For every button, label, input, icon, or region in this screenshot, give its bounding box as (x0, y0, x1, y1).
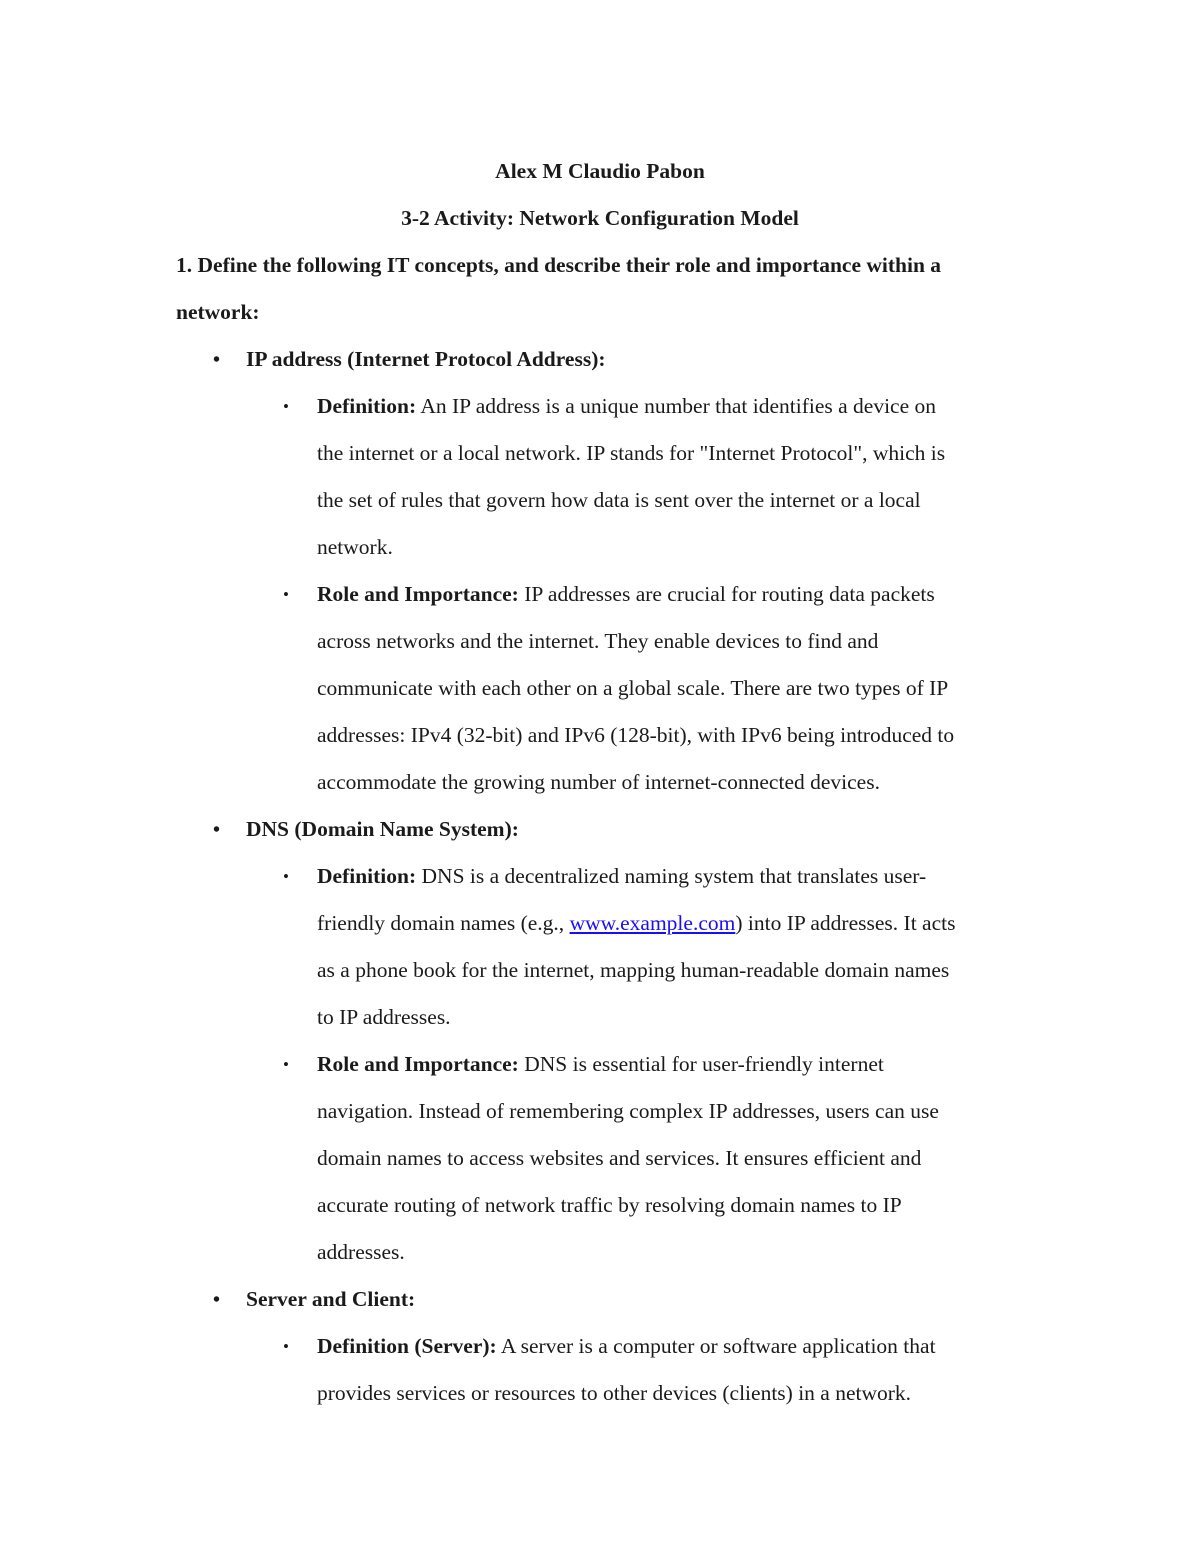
dns-definition-text: DNS is a decentralized naming system that translates user- (421, 864, 927, 888)
ip-definition-line-1 (317, 394, 936, 419)
bullet-icon: • (283, 1337, 289, 1356)
ip-role-line-2: across networks and the internet. They enable devices to find and (317, 629, 879, 653)
author-name: Alex M Claudio Pabon (495, 159, 705, 183)
ip-role-line-1 (317, 582, 935, 607)
server-definition-line-1 (317, 1334, 936, 1359)
section-heading-server: Server and Client: (246, 1287, 416, 1311)
dns-definition-line-3: as a phone book for the internet, mapping human-readable domain names (317, 958, 950, 982)
dns-role-line-5: addresses. (317, 1240, 405, 1264)
ip-definition-label: Definition: (317, 394, 417, 418)
ip-definition-line-2: the internet or a local network. IP stands for "Internet Protocol", which is (317, 441, 946, 465)
bullet-icon: • (283, 397, 289, 416)
document-title: 3-2 Activity: Network Configuration Model (401, 206, 799, 230)
question-line-1: 1. Define the following IT concepts, and describe their role and importance within a (176, 253, 942, 277)
dns-definition-label: Definition: (317, 864, 417, 888)
ip-role-line-4: addresses: IPv4 (32-bit) and IPv6 (128-bit), with IPv6 being introduced to (317, 723, 955, 747)
ip-definition-line-4: network. (317, 535, 393, 559)
server-definition-line-2: provides services or resources to other devices (clients) in a network. (317, 1381, 912, 1405)
dns-definition-line-2 (317, 911, 955, 936)
ip-role-text: IP addresses are crucial for routing data packets (524, 582, 935, 606)
dns-definition-line-1 (317, 864, 926, 889)
dns-role-label: Role and Importance: (317, 1052, 519, 1076)
bullet-icon: • (213, 1289, 221, 1311)
section-heading-ip: IP address (Internet Protocol Address): (246, 347, 606, 371)
bullet-icon: • (213, 349, 221, 371)
bullet-icon: • (283, 585, 289, 604)
bullet-icon: • (283, 867, 289, 886)
dns-role-text: DNS is essential for user-friendly internet (524, 1052, 884, 1076)
server-definition-label: Definition (Server): (317, 1334, 497, 1358)
ip-definition-text: An IP address is a unique number that identifies a device on (420, 394, 937, 418)
dns-role-line-2: navigation. Instead of remembering complex IP addresses, users can use (317, 1099, 939, 1123)
section-heading-dns: DNS (Domain Name System): (246, 817, 519, 841)
dns-role-line-4: accurate routing of network traffic by resolving domain names to IP (317, 1193, 902, 1217)
ip-role-line-3: communicate with each other on a global scale. There are two types of IP (317, 676, 949, 700)
ip-role-line-5: accommodate the growing number of internet-connected devices. (317, 770, 880, 794)
bullet-icon: • (283, 1055, 289, 1074)
ip-role-label: Role and Importance: (317, 582, 519, 606)
dns-definition-line-4: to IP addresses. (317, 1005, 451, 1029)
dns-definition-text-post: ) into IP addresses. It acts (735, 911, 956, 935)
server-definition-text: A server is a computer or software application that (500, 1334, 936, 1358)
dns-role-line-1 (317, 1052, 884, 1077)
bullet-icon: • (213, 819, 221, 841)
dns-role-line-3: domain names to access websites and services. It ensures efficient and (317, 1146, 922, 1170)
ip-definition-line-3: the set of rules that govern how data is sent over the internet or a local (317, 488, 921, 512)
example-link[interactable]: www.example.com (569, 911, 736, 935)
question-line-2: network: (176, 300, 260, 324)
dns-definition-text-pre: friendly domain names (e.g., (317, 911, 570, 935)
